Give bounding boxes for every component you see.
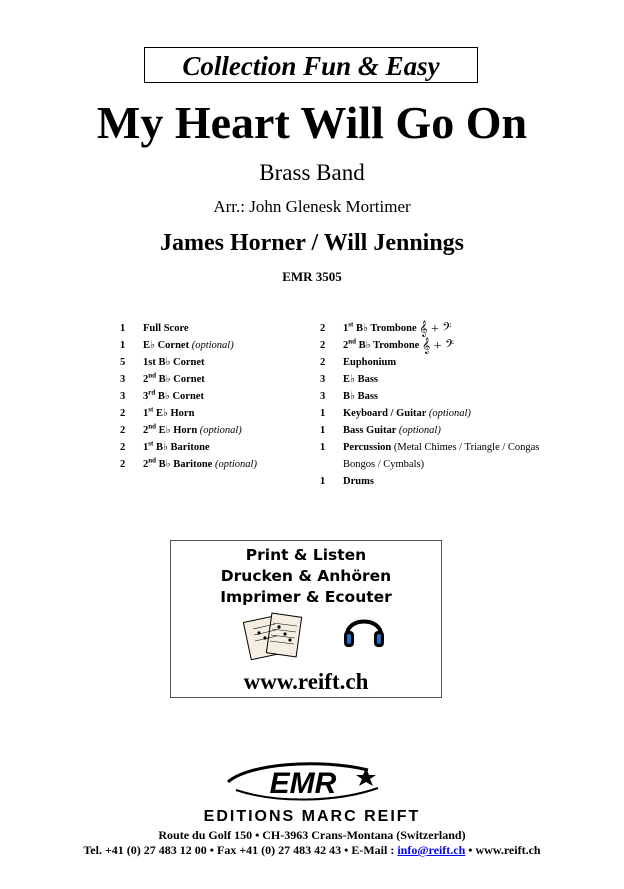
part-name: 2nd B♭ Baritone (optional): [143, 456, 257, 470]
part-name: 1st E♭ Horn: [143, 405, 195, 419]
part-quantity: 3: [320, 391, 326, 402]
part-quantity: 1: [120, 323, 126, 334]
part-quantity: 2: [320, 340, 326, 351]
svg-text:EMR: EMR: [269, 767, 337, 800]
part-detail: Bongos / Cymbals): [343, 459, 425, 470]
email-link[interactable]: info@reift.ch: [397, 843, 466, 857]
part-name: E♭ Bass: [343, 374, 379, 385]
part-name: 1st B♭ Cornet: [143, 357, 205, 368]
part-detail: (Metal Chimes / Triangle / Congas: [393, 442, 540, 453]
parts-list-left: [120, 320, 310, 480]
part-quantity: 3: [120, 391, 126, 402]
catalog-code: EMR 3505: [282, 269, 342, 284]
part-name: 2nd B♭ Trombone 𝄞 + 𝄢: [343, 337, 455, 354]
headphones-icon: [341, 605, 387, 655]
part-quantity: 2: [120, 408, 126, 419]
parts-list-right: [320, 320, 600, 500]
composer-credit: James Horner / Will Jennings: [159, 230, 465, 256]
publisher-name: EDITIONS MARC REIFT: [203, 808, 421, 825]
part-name: Drums: [343, 476, 374, 487]
arranger-credit: Arr.: John Glenesk Mortimer: [213, 197, 411, 216]
part-name: Full Score: [143, 323, 189, 334]
part-quantity: 3: [320, 374, 326, 385]
part-name: 3rd B♭ Cornet: [143, 388, 204, 402]
ensemble-label: Brass Band: [259, 160, 365, 185]
part-quantity: 1: [120, 340, 126, 351]
part-name: Bass Guitar (optional): [343, 425, 441, 436]
website-url[interactable]: www.reift.ch: [243, 669, 369, 694]
part-quantity: 1: [320, 476, 326, 487]
part-note: (optional): [428, 408, 471, 419]
part-quantity: 2: [320, 323, 326, 334]
promo-line-de: Drucken & Anhören: [220, 567, 392, 585]
part-name: Euphonium: [343, 357, 397, 368]
emr-logo: [218, 760, 388, 810]
part-note: (optional): [191, 340, 234, 351]
part-name: E♭ Cornet (optional): [143, 340, 234, 351]
clef-icon: 𝄞 + 𝄢: [421, 339, 455, 354]
part-name: 1st B♭ Trombone 𝄞 + 𝄢: [343, 320, 452, 337]
part-quantity: 1: [320, 442, 326, 453]
part-name: 2nd E♭ Horn (optional): [143, 422, 242, 436]
publisher-contact: Tel. +41 (0) 27 483 12 00 • Fax +41 (0) 27 483 42 43 • E-Mail : info@reift.ch • www.reift.ch: [83, 843, 541, 857]
promo-line-en: Print & Listen: [245, 546, 367, 564]
part-quantity: 2: [120, 442, 126, 453]
print-listen-box: [170, 540, 442, 698]
part-note: (optional): [199, 425, 242, 436]
page-title: My Heart Will Go On: [96, 97, 528, 148]
part-quantity: 2: [320, 357, 326, 368]
clef-icon: 𝄞 + 𝄢: [419, 322, 452, 337]
part-name: Percussion (Metal Chimes / Triangle / Congas: [343, 442, 540, 453]
part-quantity: 3: [120, 374, 126, 385]
part-name: Keyboard / Guitar (optional): [343, 408, 471, 419]
part-name: [343, 456, 424, 473]
part-note: (optional): [398, 425, 441, 436]
part-name: B♭ Bass: [343, 391, 379, 402]
part-quantity: 5: [120, 357, 126, 368]
part-name: 1st B♭ Baritone: [143, 439, 210, 453]
part-quantity: 2: [120, 425, 126, 436]
part-note: (optional): [214, 459, 257, 470]
part-name: 2nd B♭ Cornet: [143, 371, 205, 385]
series-title: Collection Fun & Easy: [144, 47, 478, 83]
promo-line-fr: Imprimer & Ecouter: [220, 588, 392, 606]
part-quantity: 2: [120, 459, 126, 470]
part-quantity: 1: [320, 408, 326, 419]
part-quantity: 1: [320, 425, 326, 436]
publisher-address: Route du Golf 150 • CH-3963 Crans-Montana (Switzerland): [158, 828, 466, 842]
